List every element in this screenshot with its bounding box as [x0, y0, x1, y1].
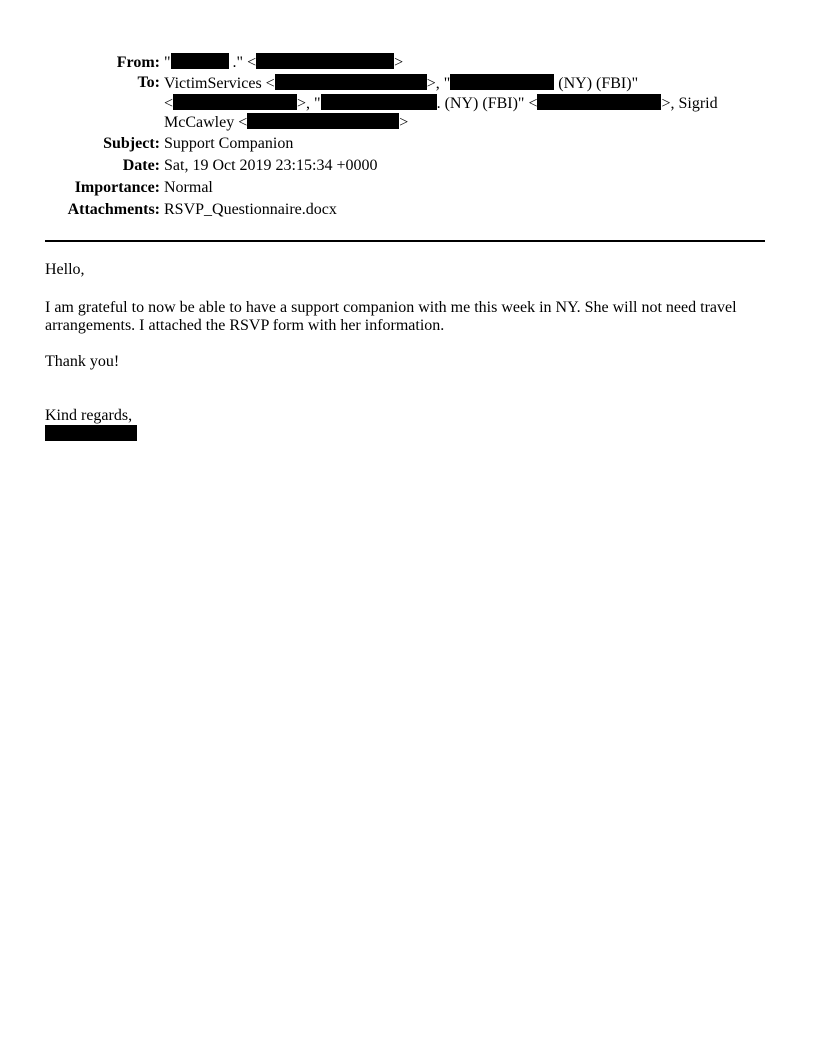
closing-line: Kind regards,	[45, 407, 133, 424]
subject-value: Support Companion	[164, 134, 294, 152]
thanks-line: Thank you!	[45, 353, 120, 370]
to-value: VictimServices < >, " (NY) (FBI)" < >, " . (NY) (FBI)" < >, Sigrid McCawley < >	[164, 75, 718, 131]
redaction-box	[450, 74, 554, 90]
to-row	[45, 74, 745, 133]
importance-label: Importance:	[74, 178, 160, 196]
date-row	[45, 155, 745, 177]
body-paragraph: I am grateful to now be able to have a support companion with me this week in NY. She will not need travel arrangements. I attached the RSVP form with her information.	[45, 299, 737, 334]
subject-label: Subject:	[103, 134, 160, 152]
signature-redaction	[45, 425, 137, 441]
date-value: Sat, 19 Oct 2019 23:15:34 +0000	[164, 156, 378, 174]
redaction-box	[247, 113, 399, 129]
redaction-box	[537, 94, 661, 110]
greeting: Hello,	[45, 261, 85, 278]
from-row	[45, 52, 745, 74]
date-label: Date:	[122, 156, 160, 174]
redaction-box	[275, 74, 427, 90]
from-value: " ." < >	[164, 54, 404, 71]
header-divider	[45, 240, 765, 242]
subject-row	[45, 133, 745, 155]
from-label: From:	[116, 54, 160, 71]
attachment-link[interactable]: RSVP_Questionnaire.docx	[164, 200, 337, 218]
redaction-box	[256, 53, 394, 69]
email-header	[45, 52, 745, 221]
importance-value: Normal	[164, 178, 213, 196]
email-body	[45, 261, 760, 441]
attachments-label: Attachments:	[67, 200, 160, 218]
redaction-box	[321, 94, 437, 110]
to-label: To:	[137, 74, 160, 91]
importance-row	[45, 177, 745, 199]
redaction-box	[173, 94, 297, 110]
redaction-box	[171, 53, 229, 69]
attachments-row	[45, 199, 745, 221]
